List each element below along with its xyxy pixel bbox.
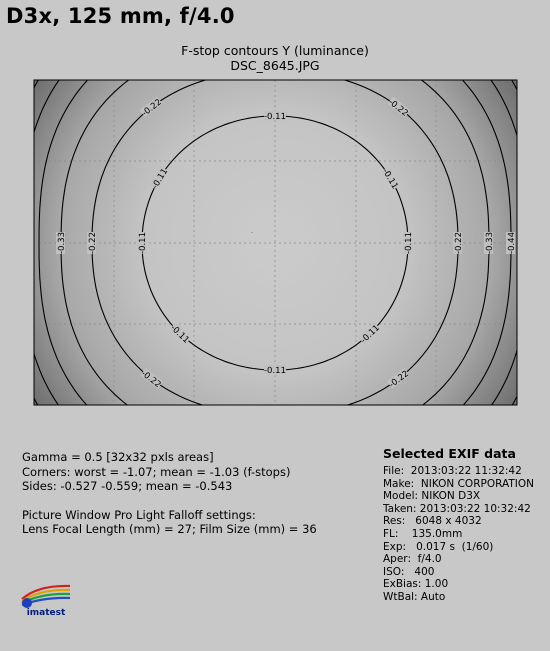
contour-label: -0.11: [403, 231, 415, 255]
sides-line: Sides: -0.527 -0.559; mean = -0.543: [22, 479, 233, 493]
chart-subtitle: DSC_8645.JPG: [230, 58, 320, 73]
contour-label: -0.11: [359, 323, 382, 346]
contour-label: -0.11: [263, 111, 287, 123]
lens-settings-line: Lens Focal Length (mm) = 27; Film Size (mm) = 36: [22, 522, 317, 536]
contour-label: -0.33: [56, 231, 68, 255]
contour-label-group: [403, 232, 414, 254]
pwp-settings-line: Picture Window Pro Light Falloff settings:: [22, 507, 256, 522]
exif-row: WtBal: Auto: [383, 590, 446, 603]
page-title: D3x, 125 mm, f/4.0: [6, 4, 235, 28]
contour-label: -0.33: [484, 231, 496, 255]
exif-row: ExBias: 1.00: [383, 578, 449, 591]
contour-label: -0.11: [137, 231, 149, 255]
contour-label: -0.11: [263, 365, 287, 377]
exif-row: Res: 6048 x 4032: [383, 515, 482, 528]
contour-label: -0.11: [168, 323, 191, 346]
contour-label-group: [264, 365, 286, 376]
contour-label: -0.22: [139, 368, 163, 391]
contour-label-group: [56, 232, 67, 254]
exif-row: Aper: f/4.0: [383, 553, 442, 566]
exif-row: FL: 135.0mm: [383, 527, 463, 540]
contour-label: -0.22: [387, 368, 411, 391]
exif-row: Taken: 2013:03:22 10:32:42: [383, 502, 531, 515]
contour-label: -0.22: [87, 231, 99, 255]
contour-label: -0.22: [386, 97, 410, 119]
contour-label-group: [453, 232, 464, 254]
exif-row: File: 2013:03:22 11:32:42: [383, 465, 522, 477]
exif-row: Model: NIKON D3X: [383, 490, 481, 503]
exif-row: Make: NIKON CORPORATION: [383, 477, 534, 490]
contour-label-group: [137, 232, 148, 254]
contour-label: -0.22: [140, 97, 164, 119]
contour-label: -0.44: [506, 231, 518, 255]
exif-row: Exp: 0.017 s (1/60): [383, 540, 494, 553]
logo-text: imatest: [26, 608, 66, 618]
plot-area: [34, 80, 517, 405]
contour-label-group: [87, 232, 98, 254]
gamma-line: Gamma = 0.5 [32x32 pxls areas]: [22, 450, 214, 464]
corners-line: Corners: worst = -1.07; mean = -1.03 (f-stops): [22, 464, 291, 479]
exif-row: ISO: 400: [383, 565, 435, 578]
chart-title: F-stop contours Y (luminance): [181, 43, 369, 58]
exif-list: [383, 465, 534, 604]
contour-label: -0.11: [150, 166, 171, 191]
contour-label: -0.11: [379, 166, 400, 191]
logo-swoosh-icon: [18, 583, 74, 609]
contour-label-group: [506, 232, 517, 254]
contour-label-group: [484, 232, 495, 254]
stats-block: [22, 450, 317, 537]
exif-title: Selected EXIF data: [383, 446, 516, 461]
contour-label: -0.22: [453, 231, 465, 255]
center-mark: ·: [251, 230, 253, 237]
contour-label-group: [264, 111, 286, 122]
imatest-logo: [18, 583, 74, 619]
